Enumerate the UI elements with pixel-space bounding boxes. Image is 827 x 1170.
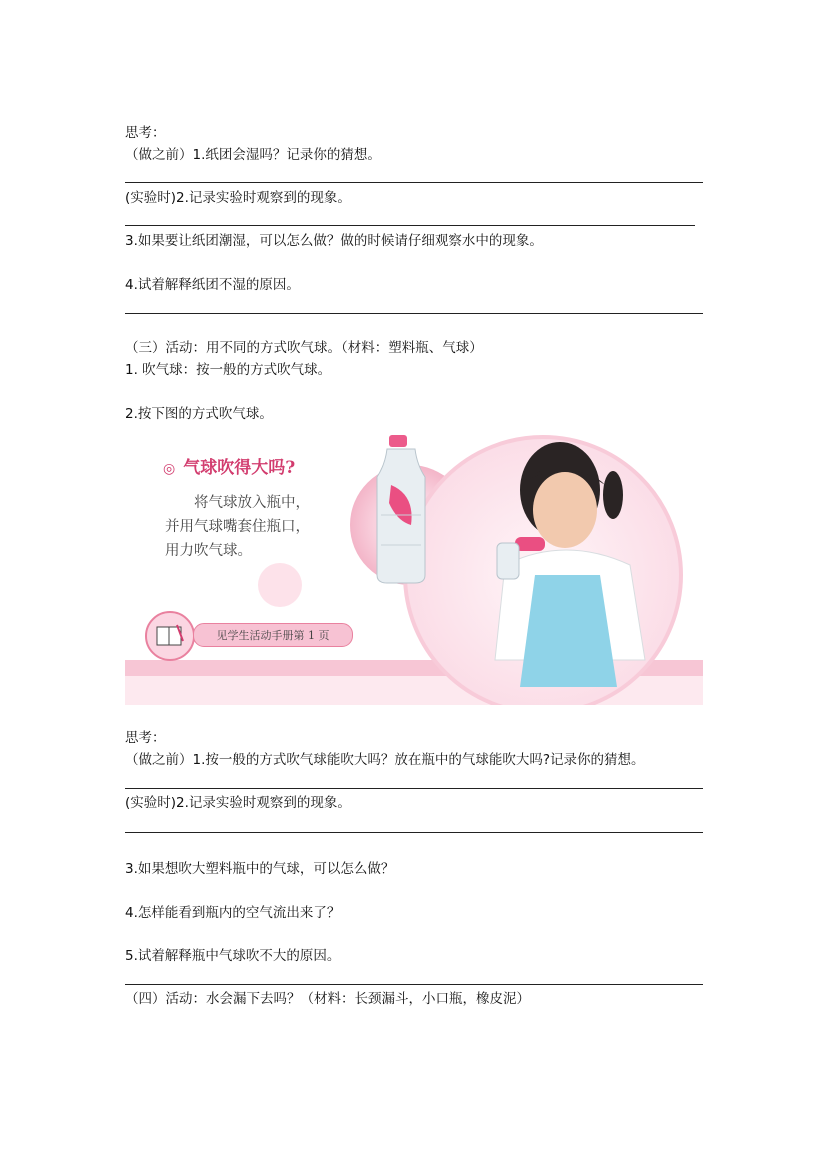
question-4: 4.试着解释纸团不湿的原因。 <box>125 277 300 293</box>
bottle-icon <box>377 435 425 583</box>
book-icon <box>145 611 195 661</box>
question-5: 5.试着解释瓶中气球吹不大的原因。 <box>125 948 341 964</box>
answer-line <box>125 832 703 833</box>
answer-line <box>125 225 695 226</box>
think-label: 思考： <box>125 730 166 746</box>
question-1: （做之前）1.纸团会湿吗？记录你的猜想。 <box>125 147 381 163</box>
figure-reference-badge <box>193 623 353 647</box>
question-2: (实验时)2.记录实验时观察到的现象。 <box>125 190 351 206</box>
figure-title-text: 气球吹得大吗? <box>183 458 296 478</box>
think-label: 思考： <box>125 125 166 141</box>
answer-line <box>125 788 703 789</box>
section-heading: （三）活动：用不同的方式吹气球。（材料：塑料瓶、气球） <box>125 340 483 356</box>
question-1: （做之前）1.按一般的方式吹气球能吹大吗？放在瓶中的气球能吹大吗?记录你的猜想。 <box>125 752 645 768</box>
figure-reference-text: 见学生活动手册第 1 页 <box>216 629 330 642</box>
activity-step-2: 2.按下图的方式吹气球。 <box>125 406 273 422</box>
figure-title <box>163 453 295 478</box>
section-heading: （四）活动：水会漏下去吗？（材料：长颈漏斗，小口瓶，橡皮泥） <box>125 991 530 1007</box>
balloon-figure <box>125 425 703 705</box>
answer-line <box>125 182 703 183</box>
figure-description: 将气球放入瓶中， 并用气球嘴套住瓶口， 用力吹气球。 <box>165 495 310 559</box>
question-3: 3.如果想吹大塑料瓶中的气球，可以怎么做？ <box>125 861 395 877</box>
question-2: (实验时)2.记录实验时观察到的现象。 <box>125 795 351 811</box>
question-4: 4.怎样能看到瓶内的空气流出来了？ <box>125 905 341 921</box>
question-3: 3.如果要让纸团潮湿，可以怎么做？做的时候请仔细观察水中的现象。 <box>125 233 543 249</box>
answer-line <box>125 984 703 985</box>
small-pink-circle <box>258 563 302 607</box>
activity-step-1: 1. 吹气球：按一般的方式吹气球。 <box>125 362 332 378</box>
bullet-icon: ◎ <box>163 461 176 477</box>
answer-line <box>125 313 703 314</box>
